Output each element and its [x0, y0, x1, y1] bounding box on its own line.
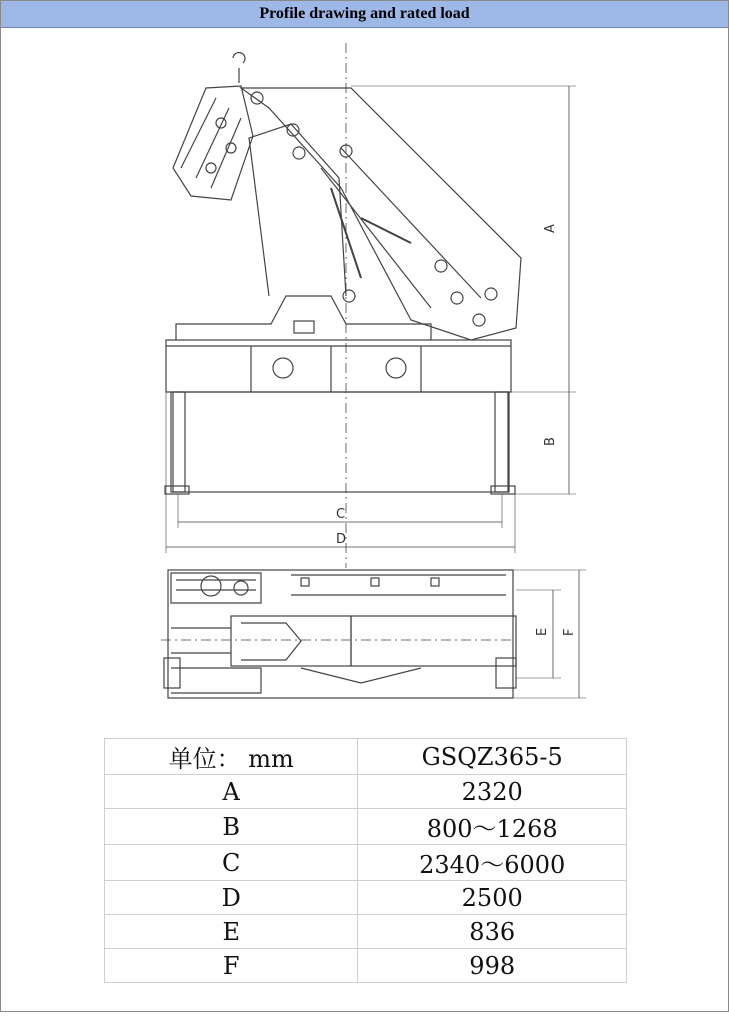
base-frame	[166, 340, 511, 392]
row-label: B	[105, 809, 358, 845]
base-hole-left	[273, 358, 293, 378]
row-value: 800～1268	[358, 809, 627, 845]
row-label: C	[105, 845, 358, 881]
spec-table	[104, 738, 627, 983]
table-header-row	[105, 739, 627, 775]
table-row	[105, 775, 627, 809]
table-row	[105, 949, 627, 983]
dimension-label-f: F	[562, 628, 577, 636]
table-row	[105, 845, 627, 881]
row-value: 836	[358, 915, 627, 949]
model-cell: GSQZ365-5	[358, 739, 627, 775]
crane-profile-drawing	[1, 28, 728, 733]
dimension-label-b: B	[543, 437, 558, 446]
dimension-label-c: C	[336, 507, 346, 522]
row-value: 2500	[358, 881, 627, 915]
top-view	[161, 570, 586, 698]
row-value: 998	[358, 949, 627, 983]
row-label: F	[105, 949, 358, 983]
dimension-label-d: D	[336, 532, 347, 547]
outrigger-box	[173, 392, 508, 492]
dimension-label-a: A	[543, 224, 558, 233]
page-title: Profile drawing and rated load	[1, 1, 728, 28]
dimension-label-e: E	[535, 627, 550, 636]
base-hole-right	[386, 358, 406, 378]
row-label: D	[105, 881, 358, 915]
row-label: A	[105, 775, 358, 809]
row-value: 2320	[358, 775, 627, 809]
side-view	[165, 43, 576, 568]
table-row	[105, 881, 627, 915]
hook	[233, 53, 245, 83]
table-row	[105, 915, 627, 949]
row-label: E	[105, 915, 358, 949]
row-value: 2340～6000	[358, 845, 627, 881]
unit-label-cell: 单位： mm	[105, 739, 358, 775]
top-view-outline	[168, 570, 513, 698]
table-row	[105, 809, 627, 845]
